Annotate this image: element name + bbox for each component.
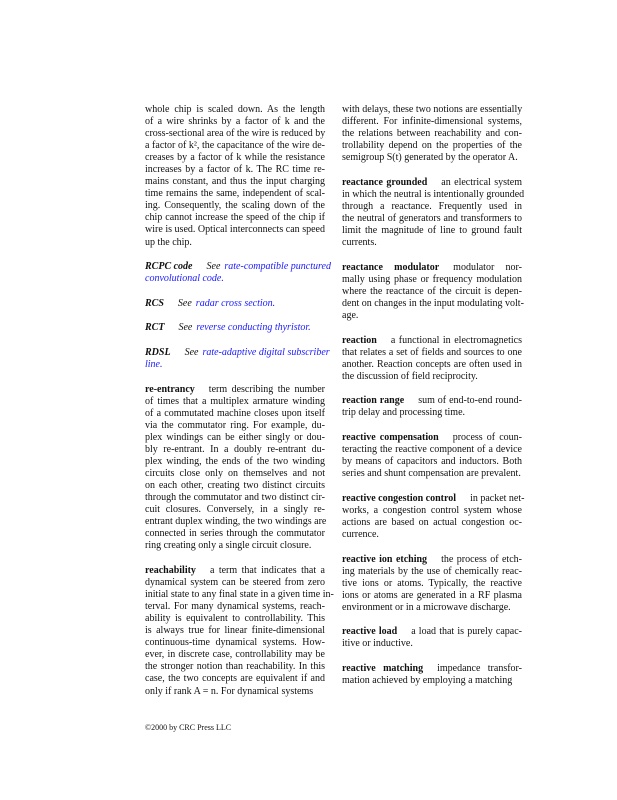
- entry-text: the discussion of field reciprocity.: [342, 370, 478, 382]
- entry-line: [342, 262, 522, 274]
- entry-text: where the reactance of the circuit is depen-: [342, 285, 522, 297]
- entry-line: [145, 104, 325, 116]
- entry-line: [342, 116, 522, 128]
- entry-line: [145, 613, 325, 625]
- entry-line: [342, 492, 525, 505]
- cross-reference-link[interactable]: rate-compatible punctured: [224, 261, 331, 273]
- entry-text: via the commutator ring. For example, du-: [145, 419, 325, 431]
- entry-text: a load that is purely capac-: [411, 626, 523, 638]
- entry-text: ring creating only a single circuit closure.: [145, 540, 312, 552]
- entry-term: reachability: [145, 565, 196, 577]
- entry-line: [342, 347, 522, 359]
- entry-term: reaction: [342, 334, 377, 346]
- entry-text: dynamical system can be steered from zero: [145, 577, 325, 589]
- entry-text: teracting the reactive component of a device: [342, 444, 522, 456]
- entry-text: a functional in electromagnetics: [390, 334, 522, 346]
- see-label: See: [206, 261, 221, 273]
- entry-line: [145, 116, 325, 128]
- entry-term: RCS: [145, 297, 164, 309]
- entry-line: [145, 212, 325, 224]
- entry-line: [342, 529, 522, 541]
- entry-line: [145, 686, 325, 698]
- entry-line: [342, 237, 522, 249]
- glossary-entry: [145, 347, 330, 371]
- entry-line: [145, 637, 325, 649]
- entry-text: wire is used. Optical interconnects can speed: [145, 224, 325, 236]
- entry-text: works, a congestion control system whose: [342, 504, 522, 516]
- glossary-entry: [342, 395, 522, 419]
- entry-text: the neutral of generators and transformers to: [342, 212, 522, 224]
- entry-line: [145, 176, 325, 188]
- entry-text: terval. For many dynamical systems, reach-: [145, 601, 325, 613]
- entry-line: [145, 188, 325, 200]
- entry-line: [342, 675, 522, 687]
- cross-reference-link[interactable]: convolutional code.: [145, 273, 224, 285]
- entry-term: reactance modulator: [342, 261, 440, 273]
- entry-text: a factor of k², the capacitance of the wire de-: [145, 140, 325, 152]
- entry-line: [145, 480, 325, 492]
- glossary-entry: [342, 432, 522, 480]
- entry-line: [342, 578, 522, 590]
- entry-line: [145, 128, 325, 140]
- entry-text: is always true for linear finite-dimensional: [145, 625, 325, 637]
- entry-text: of a wire shrinks by a factor of k and the: [145, 116, 325, 128]
- entry-text: age.: [342, 309, 359, 321]
- entry-line: [342, 177, 522, 189]
- entry-line: [145, 456, 325, 468]
- entry-text: through a reactance. Frequently used in: [342, 200, 522, 212]
- entry-term: reactive ion etching: [342, 553, 428, 565]
- entry-term: reactive compensation: [342, 432, 439, 443]
- entry-line: [342, 225, 522, 237]
- entry-text: in which the neutral is intentionally grounded: [342, 188, 525, 200]
- entry-line: [145, 492, 325, 504]
- entry-line: [342, 298, 522, 310]
- entry-line: [145, 359, 321, 371]
- cross-reference-link[interactable]: line.: [145, 359, 163, 371]
- entry-text: circuits close only on themselves and not: [145, 468, 325, 480]
- entry-line: [145, 152, 325, 164]
- entry-line: [145, 347, 330, 359]
- entry-text: ions or atoms are generated in a RF plasma: [342, 589, 522, 601]
- entry-line: [145, 540, 325, 552]
- entry-line: [342, 188, 525, 201]
- entry-line: [342, 335, 522, 347]
- entry-text: initial state to any final state in a given time in-: [145, 589, 334, 601]
- entry-line: [145, 224, 325, 236]
- cross-reference-link[interactable]: reverse conducting thyristor.: [196, 322, 311, 334]
- entry-line: [342, 152, 522, 164]
- entry-text: entrant duplex winding, the two windings are: [145, 516, 327, 528]
- entry-text: mation achieved by employing a matching: [342, 675, 513, 687]
- entry-line: [145, 322, 321, 334]
- entry-line: [342, 602, 522, 614]
- copyright-footer: ©2000 by CRC Press LLC: [145, 723, 232, 732]
- entry-text: ability is equivalent to controllability. This: [145, 613, 325, 625]
- entry-line: [145, 200, 325, 212]
- entry-text: impedance transfor-: [437, 663, 522, 675]
- entry-line: [145, 261, 331, 273]
- entry-line: [145, 649, 325, 661]
- entry-line: [145, 516, 325, 528]
- entry-line: [342, 663, 522, 675]
- entry-line: [342, 505, 522, 517]
- entry-text: ing. Consequently, the scaling down of the: [145, 200, 325, 212]
- entry-text: actions are based on actual congestion oc-: [342, 516, 522, 528]
- entry-text: by means of capacitors and inductors. Both: [342, 456, 522, 468]
- entry-line: [145, 601, 325, 613]
- entry-line: [342, 626, 522, 638]
- entry-text: currence.: [342, 528, 379, 540]
- entry-line: [145, 565, 325, 577]
- entry-text: process of coun-: [452, 432, 522, 443]
- entry-term: reactive congestion control: [342, 492, 457, 504]
- glossary-entry: [145, 322, 325, 334]
- entry-line: [342, 286, 522, 298]
- entry-text: the relations between reachability and con-: [342, 128, 522, 140]
- entry-line: [145, 273, 321, 285]
- entry-term: reactive matching: [342, 663, 424, 675]
- glossary-entry: [145, 565, 334, 698]
- entry-text: another. Reaction concepts are often used in: [342, 358, 522, 370]
- entry-text: trip delay and processing time.: [342, 407, 466, 419]
- entry-line: [145, 164, 325, 176]
- entry-line: [342, 590, 522, 602]
- entry-text: limit the magnitude of line to ground fault: [342, 225, 522, 237]
- glossary-entry: [342, 492, 525, 541]
- entry-text: environment or in a microwave discharge.: [342, 601, 511, 613]
- entry-line: [145, 468, 325, 480]
- entry-text: dent on changes in the input modulating volt-: [342, 297, 524, 309]
- entry-term: re-entrancy: [145, 383, 195, 395]
- entry-text: modulator nor-: [453, 261, 522, 273]
- glossary-entry: [145, 384, 325, 553]
- entry-text: whole chip is scaled down. As the length: [145, 104, 325, 115]
- entry-line: [342, 566, 522, 578]
- entry-line: [145, 528, 325, 540]
- entry-text: that relates a set of fields and sources to one: [342, 346, 522, 358]
- entry-line: [145, 589, 334, 601]
- entry-text: in packet net-: [470, 492, 525, 504]
- entry-line: [342, 638, 522, 650]
- entry-text: currents.: [342, 237, 377, 249]
- entry-text: of a commutated machine closes upon itself: [145, 407, 325, 419]
- entry-text: case, the two concepts are equivalent if and: [145, 673, 325, 685]
- entry-line: [145, 673, 325, 685]
- entry-text: the stronger notion than reachability. In this: [145, 661, 325, 673]
- entry-line: [145, 408, 325, 420]
- entry-text: up the chip.: [145, 236, 192, 248]
- entry-text: tive ions or atoms. Typically, the reactive: [342, 577, 522, 589]
- left-column: [145, 104, 334, 710]
- entry-line: [342, 432, 522, 444]
- entry-line: [145, 577, 325, 589]
- entry-line: [145, 444, 325, 456]
- entry-line: [145, 237, 325, 249]
- entry-text: connected in series through the commutator: [145, 528, 325, 540]
- glossary-entry: [342, 176, 525, 249]
- entry-text: a term that indicates that a: [209, 565, 325, 577]
- entry-line: [342, 517, 522, 529]
- entry-line: [342, 456, 522, 468]
- entry-text: plex winding, the ends of the two winding: [145, 456, 325, 468]
- right-column: [342, 104, 525, 700]
- entry-line: [342, 371, 522, 383]
- entry-text: ever, in discrete case, controllability may be: [145, 649, 325, 661]
- entry-text: of times that a multiplex armature winding: [145, 395, 325, 407]
- entry-line: [342, 444, 522, 456]
- entry-line: [145, 504, 325, 516]
- glossary-entry: [145, 261, 331, 285]
- see-label: See: [178, 322, 193, 334]
- entry-line: [342, 213, 522, 225]
- entry-text: sum of end-to-end round-: [418, 395, 522, 407]
- entry-text: cross-sectional area of the wire is reduced by: [145, 128, 326, 140]
- entry-line: [342, 140, 522, 152]
- entry-term: RCPC code: [145, 261, 193, 273]
- entry-term: RCT: [145, 322, 165, 334]
- entry-text: on each other, creating two distinct circuits: [145, 480, 325, 492]
- entry-text: different. For infinite-dimensional systems,: [342, 116, 522, 128]
- entry-text: cuit closures. Conversely, in a singly re-: [145, 504, 325, 516]
- entry-text: itive or inductive.: [342, 638, 413, 650]
- entry-text: the process of etch-: [441, 553, 522, 565]
- see-label: See: [184, 347, 199, 359]
- entry-text: through the commutator and two distinct cir-: [145, 492, 325, 504]
- see-label: See: [177, 297, 192, 309]
- entry-line: [145, 140, 325, 152]
- entry-term: reactance grounded: [342, 176, 428, 188]
- entry-text: with delays, these two notions are essentially: [342, 104, 523, 115]
- entry-line: [342, 554, 522, 566]
- entry-line: [342, 274, 522, 286]
- entry-text: continuous-time dynamical systems. How-: [145, 637, 325, 649]
- entry-line: [342, 310, 522, 322]
- entry-line: [145, 661, 325, 673]
- entry-line: [145, 384, 325, 396]
- glossary-entry: [145, 104, 325, 249]
- entry-text: series and shunt compensation are prevalent.: [342, 468, 521, 480]
- entry-line: [342, 128, 522, 140]
- entry-line: [145, 432, 325, 444]
- entry-text: an electrical system: [441, 176, 522, 188]
- glossary-entry: [342, 663, 522, 687]
- glossary-entry: [342, 554, 522, 614]
- entry-line: [145, 298, 321, 310]
- entry-text: mains constant, and thus the input charging: [145, 176, 325, 188]
- entry-text: chip cannot increase the speed of the chip if: [145, 212, 325, 224]
- entry-line: [342, 395, 522, 407]
- entry-text: creases by a factor of k while the resistance: [145, 152, 325, 164]
- entry-text: semigroup S(t) generated by the operator A.: [342, 152, 518, 164]
- entry-text: time remains the same, independent of scal-: [145, 188, 325, 200]
- glossary-entry: [342, 104, 522, 164]
- glossary-entry: [145, 298, 325, 310]
- cross-reference-link[interactable]: rate-adaptive digital subscriber: [202, 347, 330, 359]
- cross-reference-link[interactable]: radar cross section.: [195, 297, 276, 309]
- glossary-entry: [342, 626, 522, 650]
- entry-text: trollability depend on the properties of the: [342, 140, 522, 152]
- entry-term: reaction range: [342, 395, 405, 407]
- entry-line: [342, 407, 522, 419]
- entry-text: term describing the number: [208, 383, 325, 395]
- entry-term: RDSL: [145, 347, 171, 359]
- entry-line: [342, 468, 522, 480]
- entry-text: bly re-entrant. In a doubly re-entrant du-: [145, 444, 325, 456]
- entry-line: [342, 104, 522, 116]
- entry-line: [145, 625, 325, 637]
- entry-line: [145, 420, 325, 432]
- entry-text: increases by a factor of k. The RC time re-: [145, 164, 325, 176]
- glossary-entry: [342, 335, 522, 383]
- entry-text: mally using phase or frequency modulation: [342, 273, 522, 285]
- glossary-entry: [342, 262, 522, 322]
- entry-term: reactive load: [342, 626, 398, 638]
- entry-text: ing materials by the use of chemically reac-: [342, 565, 522, 577]
- entry-text: plex windings can be either singly or dou-: [145, 432, 325, 443]
- entry-text: only if rank A = n. For dynamical systems: [145, 685, 314, 697]
- entry-line: [145, 396, 325, 408]
- entry-line: [342, 359, 522, 371]
- entry-line: [342, 201, 522, 213]
